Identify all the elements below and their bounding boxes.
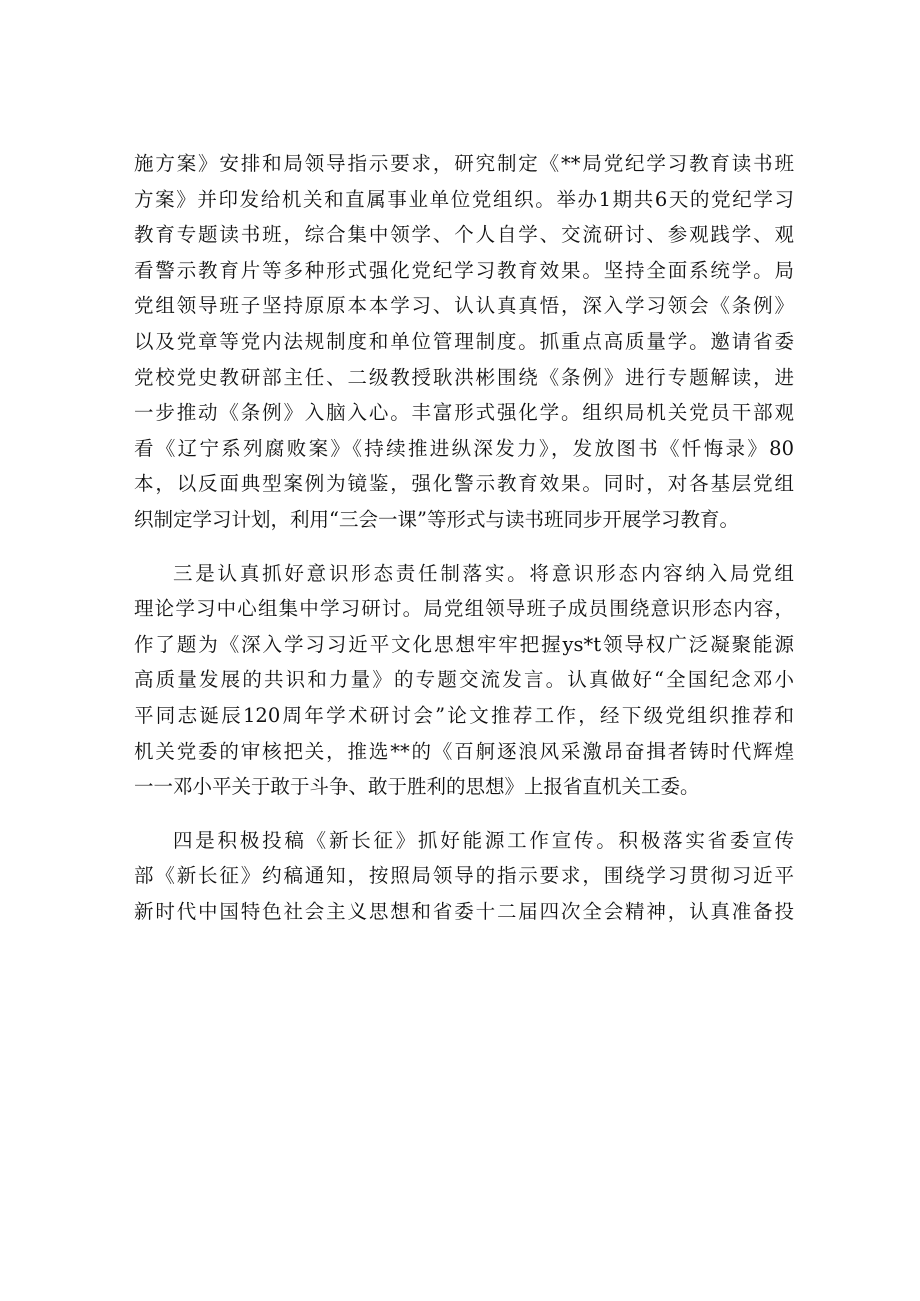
text-line: 四是积极投稿《新长征》抓好能源工作宣传。积极落实省委宣传: [173, 828, 794, 852]
paragraph-new-long-march: [134, 823, 794, 930]
text-line: 机关党委的审核把关，推选**的《百舸逐浪风采激昂奋揖者铸时代辉煌: [134, 739, 794, 763]
text-line: 高质量发展的共识和力量》的专题交流发言。认真做好“全国纪念邓小: [134, 668, 794, 692]
text-line: 看《辽宁系列腐败案》《持续推进纵深发力》，发放图书《忏悔录》80: [134, 436, 794, 460]
text-line: 理论学习中心组集中学习研讨。局党组领导班子成员围绕意识形态内容，: [134, 597, 794, 621]
text-line: 党组领导班子坚持原原本本学习、认认真真悟，深入学习领会《条例》: [134, 294, 794, 318]
text-line: 施方案》安排和局领导指示要求，研究制定《**局党纪学习教育读书班: [134, 152, 794, 175]
text-line: 党校党史教研部主任、二级教授耿洪彬围绕《条例》进行专题解读，进: [134, 365, 794, 389]
document-page: [134, 146, 794, 947]
paragraph-study-education: [134, 146, 794, 538]
text-line: 三是认真抓好意识形态责任制落实。将意识形态内容纳入局党组: [173, 561, 794, 585]
text-line: 本，以反面典型案例为镜鉴，强化警示教育效果。同时，对各基层党组: [134, 472, 794, 496]
text-line: 新时代中国特色社会主义思想和省委十二届四次全会精神，认真准备投: [134, 899, 794, 923]
text-line: 以及党章等党内法规制度和单位管理制度。抓重点高质量学。邀请省委: [134, 329, 794, 353]
text-line: 平同志诞辰120周年学术研讨会”论文推荐工作，经下级党组织推荐和: [134, 703, 794, 727]
text-line: 一一邓小平关于敢于斗争、敢于胜利的思想》上报省直机关工委。: [134, 775, 700, 799]
text-line: 一步推动《条例》入脑入心。丰富形式强化学。组织局机关党员干部观: [134, 401, 794, 425]
text-line: 作了题为《深入学习习近平文化思想牢牢把握ys*t领导权广泛凝聚能源: [134, 632, 794, 656]
text-line: 织制定学习计划，利用“三会一课”等形式与读书班同步开展学习教育。: [134, 507, 739, 531]
text-line: 教育专题读书班，综合集中领学、个人自学、交流研讨、参观践学、观: [134, 223, 794, 247]
text-line: 看警示教育片等多种形式强化党纪学习教育效果。坚持全面系统学。局: [134, 258, 794, 282]
text-line: 方案》并印发给机关和直属事业单位党组织。举办1期共6天的党纪学习: [134, 187, 794, 211]
text-line: 部《新长征》约稿通知，按照局领导的指示要求，围绕学习贯彻习近平: [134, 864, 794, 888]
paragraph-ideology-responsibility: [134, 556, 794, 805]
